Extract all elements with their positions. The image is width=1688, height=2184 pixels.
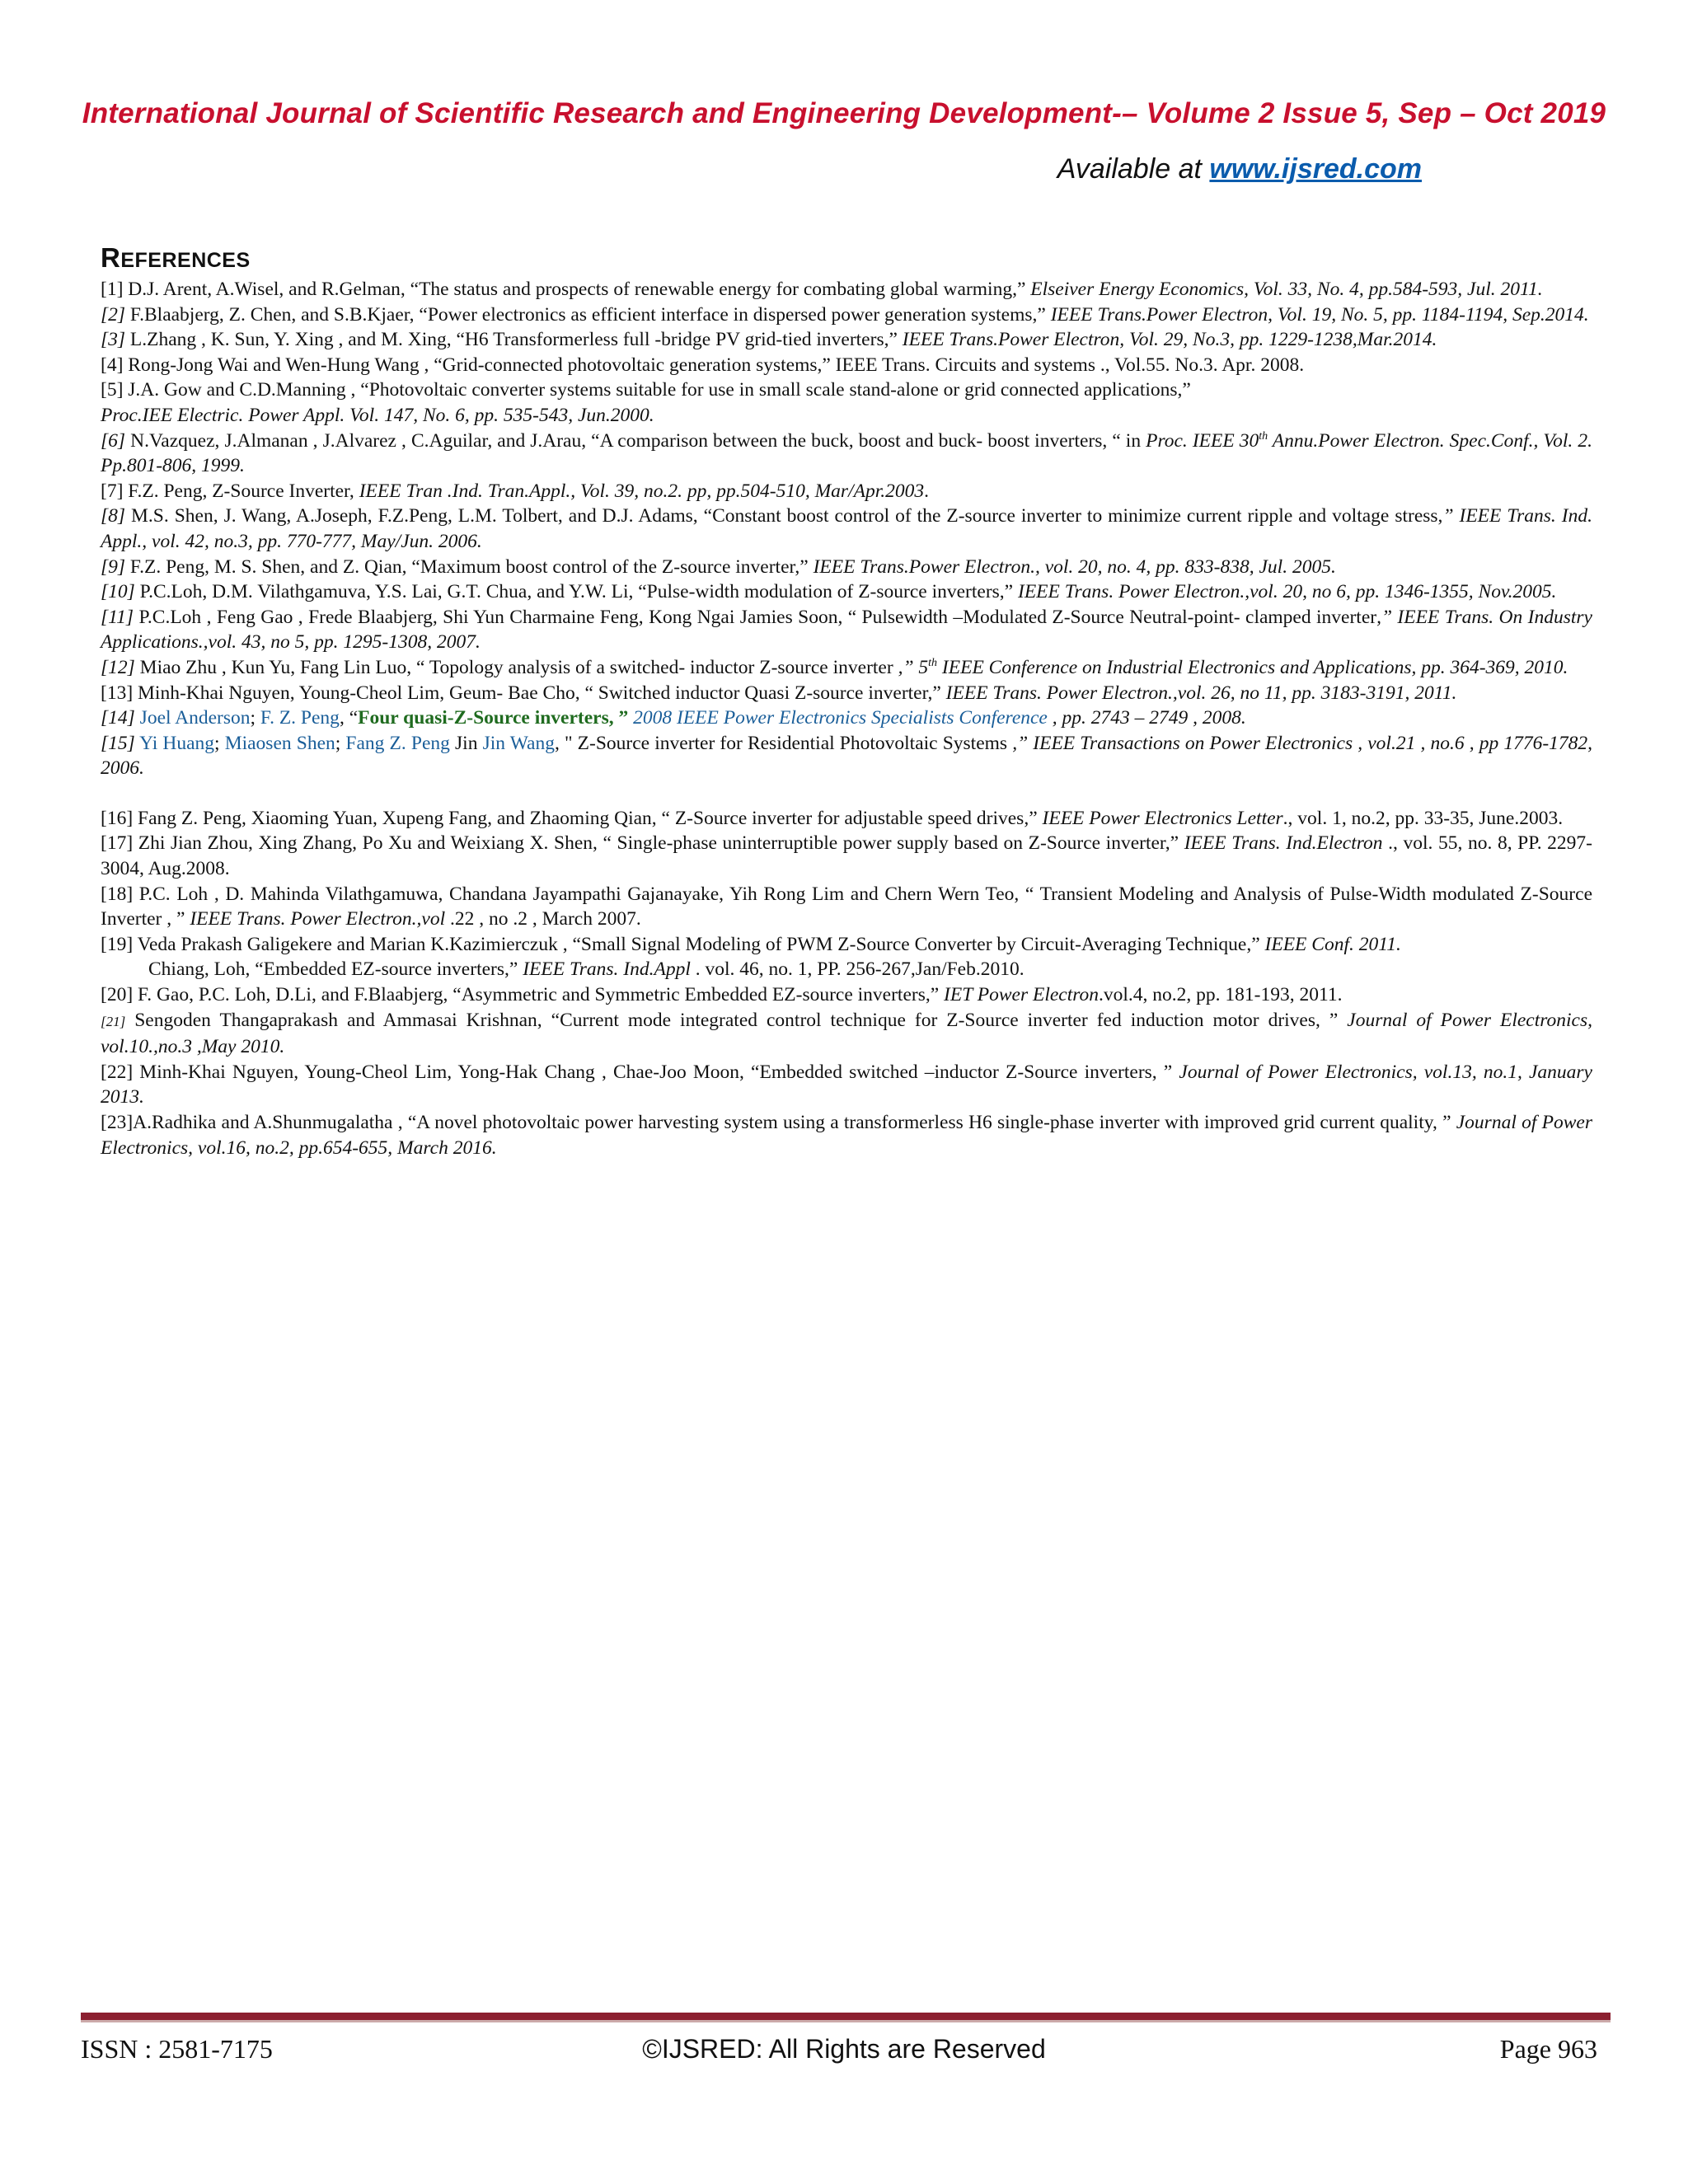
- ref-separator: ;: [335, 732, 346, 754]
- ref-number: [10]: [101, 581, 135, 603]
- ref-text: L.Zhang , K. Sun, Y. Xing , and M. Xing, “H6 Transformerless full -bridge PV grid-tied inverters,”: [125, 329, 903, 351]
- ref-separator: ;: [214, 732, 225, 754]
- ref-text: [13] Minh-Khai Nguyen, Young-Cheol Lim, Geum- Bae Cho, “ Switched inductor Quasi Z-source inverter,”: [101, 682, 946, 704]
- ref-separator: ;: [250, 707, 260, 729]
- ref-source-cont: IEEE Conference on Industrial Electronics and Applications, pp. 364-369, 2010.: [937, 656, 1568, 678]
- ref-text: Miao Zhu , Kun Yu, Fang Lin Luo, “ Topology analysis of a switched- inductor Z-source inverter: [134, 656, 898, 678]
- references-heading: [101, 242, 251, 274]
- ref-text: [17] Zhi Jian Zhou, Xing Zhang, Po Xu and Weixiang X. Shen, “ Single-phase uninterruptible power supply based on Z-Source inverter,”: [101, 832, 1184, 855]
- ref-number: [11]: [101, 606, 134, 628]
- ref-source: IEEE Power Electronics Letter: [1042, 807, 1283, 829]
- ref-text: [23]A.Radhika and A.Shunmugalatha , “A novel photovoltaic power harvesting system using a transformerless H6 single-phase inverter with improved grid current quality, ”: [101, 1112, 1456, 1133]
- author-link[interactable]: F. Z. Peng: [260, 707, 340, 729]
- ref-source: IEEE Trans.Power Electron, Vol. 19, No. 5, pp. 1184-1194, Sep.2014.: [1050, 303, 1589, 326]
- ref-source: IEEE Trans.Power Electron., vol. 20, no. 4, pp. 833-838, Jul. 2005.: [813, 555, 1336, 578]
- ref-text: F.Blaabjerg, Z. Chen, and S.B.Kjaer, “Power electronics as efficient interface in dispersed power generation systems,”: [125, 303, 1051, 326]
- reference-13: [101, 681, 1592, 706]
- ref-source: IEEE Trans.Power Electron, Vol. 29, No.3, pp. 1229-1238,Mar.2014.: [902, 329, 1437, 351]
- ref-source: Elseiver Energy Economics, Vol. 33, No. 4, pp.584-593, Jul. 2011.: [1030, 279, 1543, 300]
- conference-link[interactable]: 2008 IEEE Power Electronics Specialists Conference: [633, 707, 1048, 729]
- ref-text: M.S. Shen, J. Wang, A.Joseph, F.Z.Peng, L.M. Tolbert, and D.J. Adams, “Constant boost control of the Z-source inverter to minimize current ripple and voltage stress,: [125, 505, 1443, 527]
- reference-10: [101, 579, 1592, 605]
- ref-number: [12]: [101, 656, 135, 678]
- ref-tail: , pp. 2743 – 2749 , 2008.: [1047, 707, 1246, 729]
- ref-text: [16] Fang Z. Peng, Xiaoming Yuan, Xupeng Fang, and Zhaoming Qian, “ Z-Source inverter for adjustable speed drives,”: [101, 807, 1043, 829]
- ref-source-cont: Annu.Power Electron. Spec.Conf., Vol. 2. Pp.801-806, 1999.: [101, 429, 1592, 477]
- ref-source: IEEE Tran .Ind. Tran.Appl., Vol. 39, no.2. pp, pp.504-510, Mar/Apr.2003: [359, 480, 925, 502]
- ref-text: [18] P.C. Loh , D. Mahinda Vilathgamuwa, Chandana Jayampathi Gajanayake, Yih Rong Lim and Chern Wern Teo, “ Transient Modeling and Analysis of Pulse-Width modulated Z-Source Inverter , ”: [101, 883, 1592, 930]
- author-link[interactable]: Miaosen Shen: [224, 732, 335, 754]
- ref-number: [2]: [101, 303, 126, 326]
- ref-source: ,” IEEE Trans. On Industry Applications.,vol. 43, no 5, pp. 1295-1308, 2007.: [101, 606, 1592, 654]
- reference-17: [101, 831, 1592, 881]
- paper-title: Four quasi-Z-Source inverters, ”: [358, 707, 629, 729]
- reference-12: [101, 655, 1592, 681]
- ref-text: [1] D.J. Arent, A.Wisel, and R.Gelman, “The status and prospects of renewable energy for combating global warming,”: [101, 279, 1031, 300]
- footer-copyright: ©IJSRED: All Rights are Reserved: [642, 2034, 1046, 2064]
- ref-text: P.C.Loh , Feng Gao , Frede Blaabjerg, Shi Yun Charmaine Feng, Kong Ngai Jamies Soon, “ Pulsewidth –Modulated Z-Source Neutral-point- clamped inverter: [134, 606, 1377, 628]
- ref-text: , " Z-Source inverter for Residential Photovoltaic Systems: [554, 732, 1013, 754]
- reference-21: [101, 1008, 1592, 1060]
- reference-6: [101, 429, 1592, 479]
- author-link[interactable]: Joel Anderson: [139, 707, 251, 729]
- ref-tail: . vol. 46, no. 1, PP. 256-267,Jan/Feb.2010.: [690, 958, 1025, 981]
- footer-page-number: Page 963: [1499, 2034, 1597, 2064]
- ref-source: ,” IEEE Transactions on Power Electronics , vol.21 , no.6 , pp 1776-1782, 2006.: [101, 732, 1593, 780]
- ref-source: Journal of Power Electronics, vol.10.,no.3 ,May 2010.: [101, 1009, 1593, 1058]
- ref-tail: .: [924, 480, 929, 502]
- site-link[interactable]: www.ijsred.com: [1209, 153, 1422, 185]
- reference-list: [101, 277, 1592, 1160]
- reference-8: [101, 504, 1592, 554]
- ref-tail: .vol.4, no.2, pp. 181-193, 2011.: [1099, 984, 1343, 1006]
- reference-22: [101, 1060, 1592, 1110]
- ref-tail: ., vol. 55, no. 8, PP. 2297-3004, Aug.2008.: [101, 832, 1593, 880]
- author-link[interactable]: Fang Z. Peng: [345, 732, 450, 754]
- reference-1: [101, 277, 1592, 302]
- heading-rest: EFERENCES: [120, 249, 251, 272]
- ref-text: [19] Veda Prakash Galigekere and Marian K.Kazimierczuk , “Small Signal Modeling of PWM Z-Source Converter by Circuit-Averaging Technique,”: [101, 933, 1265, 955]
- reference-23: [101, 1110, 1592, 1160]
- available-at: [1057, 153, 1422, 185]
- journal-title: International Journal of Scientific Research and Engineering Development-– Volume 2 Issue 5, Sep – Oct 2019: [82, 97, 1606, 129]
- ref-text: [22] Minh-Khai Nguyen, Young-Cheol Lim, Yong-Hak Chang , Chae-Joo Moon, “Embedded switched –inductor Z-Source inverters, ”: [101, 1061, 1179, 1083]
- ref-superscript: th: [928, 657, 938, 670]
- ref-text: P.C.Loh, D.M. Vilathgamuva, Y.S. Lai, G.T. Chua, and Y.W. Li, “Pulse-width modulation of Z-source inverters,”: [134, 581, 1018, 603]
- ref-superscript: th: [1259, 429, 1268, 443]
- ref-source: IEEE Trans. Power Electron.,vol. 26, no 11, pp. 3183-3191, 2011.: [945, 682, 1457, 704]
- ref-text: Sengoden Thangaprakash and Ammasai Krishnan, “Current mode integrated control technique for Z-Source inverter fed induction motor drives, ”: [125, 1009, 1348, 1031]
- ref-source: ,” 5: [898, 656, 929, 678]
- reference-18: [101, 882, 1592, 932]
- heading-first: R: [101, 242, 121, 273]
- reference-7: [101, 479, 1592, 504]
- ref-tail: .22 , no .2 , March 2007.: [445, 908, 641, 930]
- ref-source: Journal of Power Electronics, vol.13, no.1, January 2013.: [101, 1061, 1592, 1108]
- ref-number: [8]: [101, 505, 126, 527]
- reference-19-continued: [101, 957, 1592, 982]
- ref-number: [6]: [101, 429, 126, 452]
- reference-16: [101, 806, 1592, 832]
- footer-divider: [81, 2013, 1611, 2022]
- spacer: [101, 781, 1592, 806]
- ref-source: IEEE Trans. Ind.Appl: [523, 958, 691, 981]
- ref-separator: Jin: [449, 732, 483, 754]
- reference-19: [101, 932, 1592, 958]
- ref-source: Proc. IEEE 30: [1146, 429, 1259, 452]
- ref-source: ” IEEE Trans. Ind. Appl., vol. 42, no.3, pp. 770-777, May/Jun. 2006.: [101, 505, 1592, 552]
- ref-text: [5] J.A. Gow and C.D.Manning , “Photovoltaic converter systems suitable for use in small scale stand-alone or grid connected applications,”: [101, 379, 1191, 401]
- ref-source: IET Power Electron: [944, 984, 1100, 1006]
- footer-issn: ISSN : 2581-7175: [81, 2034, 273, 2064]
- ref-separator: , “: [339, 707, 359, 729]
- ref-source: IEEE Trans. Ind.Electron: [1184, 832, 1383, 855]
- reference-11: [101, 605, 1592, 655]
- ref-source: IEEE Conf. 2011.: [1264, 933, 1401, 955]
- ref-number: [14]: [101, 707, 135, 729]
- reference-4: [101, 353, 1592, 378]
- available-prefix: Available at: [1057, 153, 1210, 185]
- ref-number: [15]: [101, 732, 135, 754]
- reference-14: [101, 705, 1592, 731]
- reference-9: [101, 555, 1592, 580]
- author-link[interactable]: Yi Huang: [139, 732, 215, 754]
- ref-number: [9]: [101, 555, 126, 578]
- ref-source: IEEE Trans. Power Electron.,vol. 20, no 6, pp. 1346-1355, Nov.2005.: [1018, 581, 1557, 603]
- ref-source: Proc.IEE Electric. Power Appl. Vol. 147, No. 6, pp. 535-543, Jun.2000.: [101, 404, 654, 426]
- ref-text: [7] F.Z. Peng, Z-Source Inverter,: [101, 480, 359, 502]
- ref-number: [21]: [101, 1013, 126, 1029]
- reference-20: [101, 982, 1592, 1008]
- ref-text: N.Vazquez, J.Almanan , J.Alvarez , C.Aguilar, and J.Arau, “A comparison between the buck, boost and buck- boost inverters, “ in: [125, 429, 1146, 452]
- ref-number: [3]: [101, 329, 126, 351]
- ref-source: IEEE Trans. Power Electron.,vol: [190, 908, 446, 930]
- reference-15: [101, 731, 1592, 781]
- author-link[interactable]: Jin Wang: [482, 732, 555, 754]
- reference-3: [101, 327, 1592, 353]
- ref-text: Chiang, Loh, “Embedded EZ-source inverters,”: [148, 958, 523, 981]
- ref-text: [20] F. Gao, P.C. Loh, D.Li, and F.Blaabjerg, “Asymmetric and Symmetric Embedded EZ-source inverters,”: [101, 984, 945, 1006]
- ref-text: [4] Rong-Jong Wai and Wen-Hung Wang , “Grid-connected photovoltaic generation systems,” IEEE Trans. Circuits and systems ., Vol.55. No.3. Apr. 2008.: [101, 354, 1305, 376]
- reference-5: [101, 377, 1592, 428]
- ref-text: F.Z. Peng, M. S. Shen, and Z. Qian, “Maximum boost control of the Z-source inverter,”: [125, 555, 814, 578]
- reference-2: [101, 302, 1592, 328]
- ref-tail: ., vol. 1, no.2, pp. 33-35, June.2003.: [1282, 807, 1564, 829]
- ref-source: Journal of Power Electronics, vol.16, no.2, pp.654-655, March 2016.: [101, 1112, 1592, 1159]
